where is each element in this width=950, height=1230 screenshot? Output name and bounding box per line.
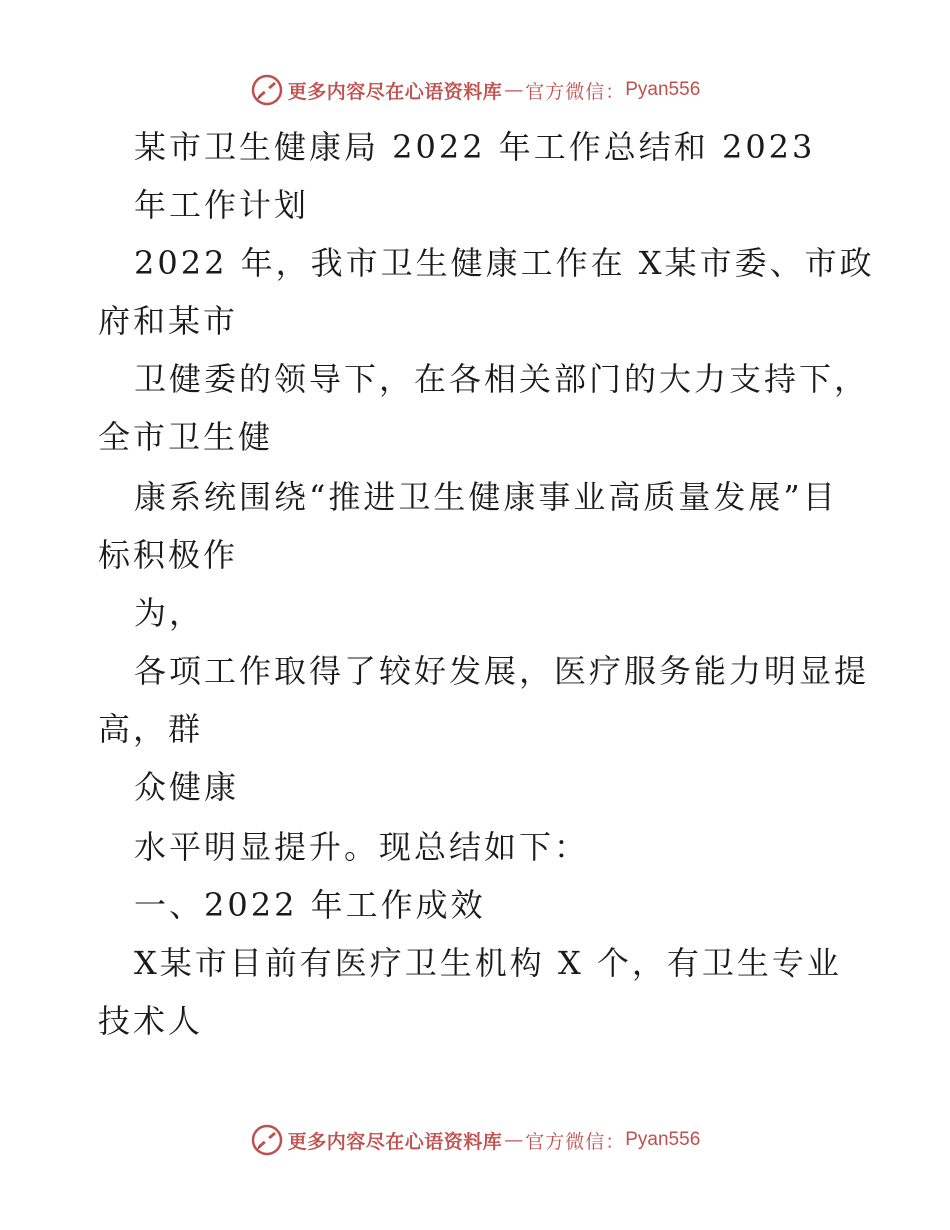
watermark-dash: —	[504, 79, 524, 101]
watermark-wechat-id: Pyan556	[625, 1129, 701, 1150]
doc-text-line: 卫健委的领导下，在各相关部门的大力支持下，	[134, 360, 870, 398]
doc-text-line: X某市目前有医疗卫生机构 X 个，有卫生专业	[134, 944, 842, 982]
doc-text-line: 全市卫生健	[98, 418, 274, 456]
watermark-wechat-id: Pyan556	[625, 79, 701, 100]
doc-text-line: 各项工作取得了较好发展，医疗服务能力明显提	[134, 652, 870, 690]
doc-section-heading: 一、2022 年工作成效	[134, 886, 486, 924]
doc-text-line: 为，	[134, 594, 205, 632]
watermark-wechat-label: 官方微信：	[525, 1130, 626, 1153]
doc-title-line-2: 年工作计划	[134, 186, 310, 224]
header-watermark-banner	[0, 70, 950, 110]
doc-text-line: 标积极作	[98, 536, 239, 574]
watermark-text: 更多内容尽在心语资料库	[287, 1130, 503, 1153]
watermark-text: 更多内容尽在心语资料库	[287, 80, 503, 103]
footer-watermark-banner	[0, 1120, 950, 1160]
logo-icon	[250, 73, 284, 107]
watermark-dash: —	[504, 1129, 524, 1151]
doc-text-line: 2022 年，我市卫生健康工作在 X某市委、市政	[134, 244, 875, 282]
doc-text-line: 高，群	[98, 710, 204, 748]
logo-icon	[250, 1123, 284, 1157]
doc-title-line-1: 某市卫生健康局 2022 年工作总结和 2023	[134, 128, 816, 166]
doc-text-line: 技术人	[98, 1002, 204, 1040]
watermark-wechat-label: 官方微信：	[525, 80, 626, 103]
doc-text-line: 众健康	[134, 768, 240, 806]
doc-text-line: 水平明显提升。现总结如下：	[134, 828, 590, 866]
doc-text-line: 府和某市	[98, 302, 239, 340]
doc-text-line: 康系统围绕“推进卫生健康事业高质量发展”目	[134, 478, 838, 516]
